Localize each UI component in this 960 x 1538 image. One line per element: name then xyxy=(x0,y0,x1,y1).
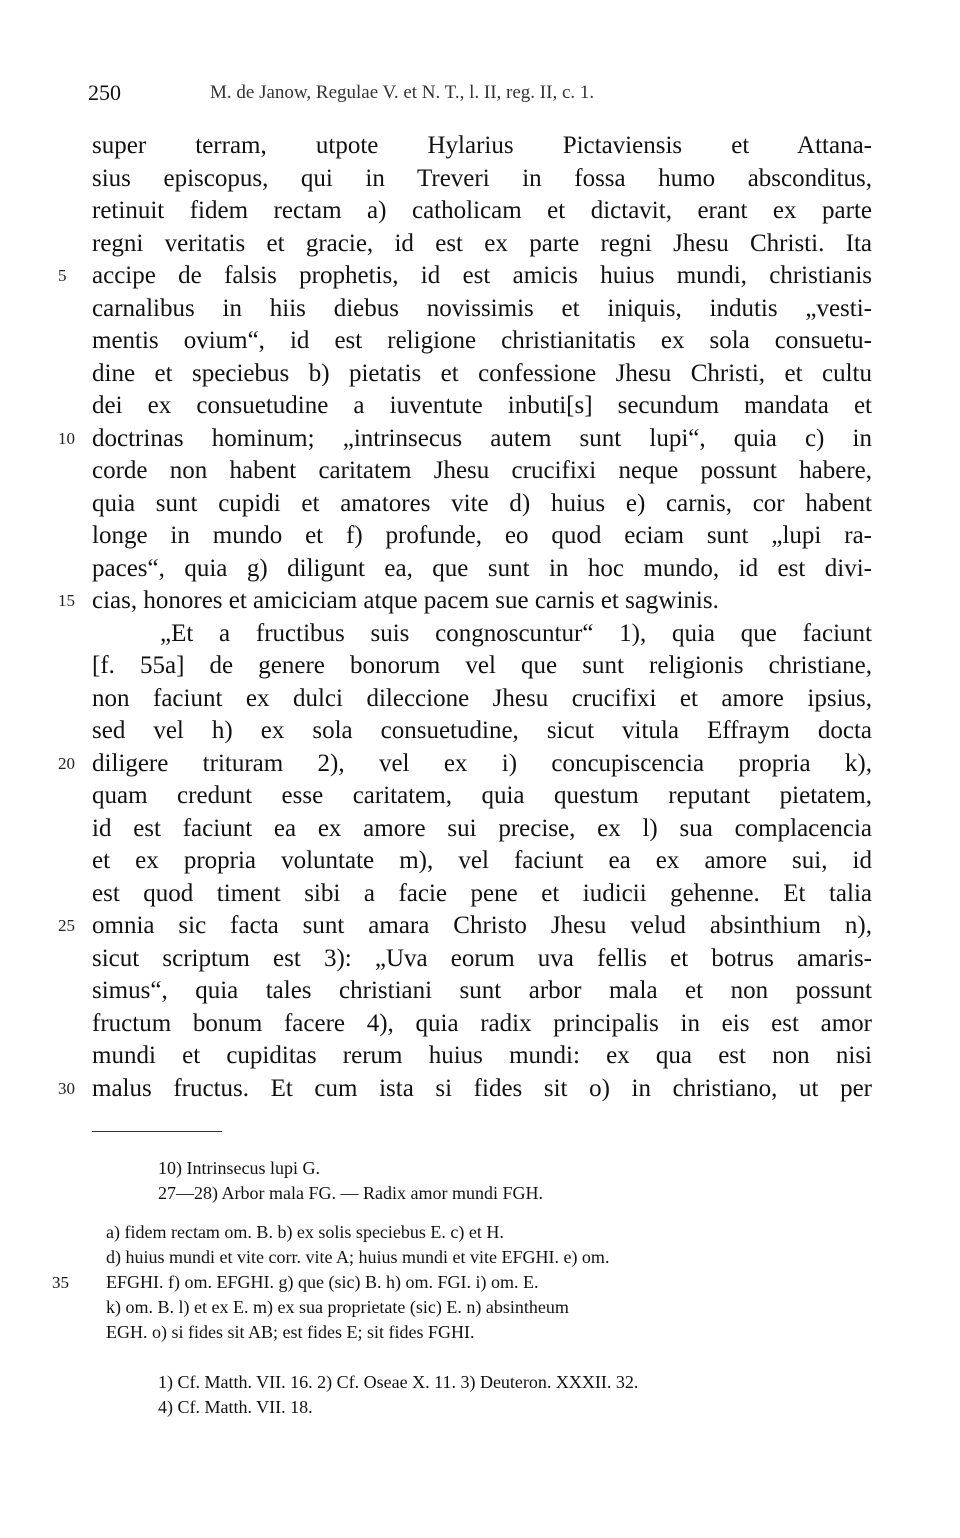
text-line xyxy=(92,878,872,911)
text-line xyxy=(92,1040,872,1073)
line-text: corde non habent caritatem Jhesu crucifixi neque possunt habere, xyxy=(92,457,872,484)
source-notes xyxy=(92,1370,872,1420)
text-line xyxy=(58,260,872,293)
line-text: diligere trituram 2), vel ex i) concupiscencia propria k), xyxy=(92,749,872,777)
footnote-text: EGH. o) si fides sit AB; est fides E; sit fides FGHI. xyxy=(106,1322,475,1342)
line-text: retinuit fidem rectam a) catholicam et dictavit, erant ex parte xyxy=(92,197,872,224)
line-number: 20 xyxy=(58,753,75,773)
line-number: 25 xyxy=(58,916,75,935)
text-line xyxy=(92,163,872,196)
text-line xyxy=(92,130,872,163)
line-text: omnia sic facta sunt amara Christo Jhesu velud absinthium n), xyxy=(92,912,872,939)
page-header xyxy=(88,80,788,110)
text-line xyxy=(58,585,872,618)
footnote-text: d) huius mundi et vite corr. vite A; huius mundi et vite EFGHI. e) om. xyxy=(106,1247,610,1267)
line-text: sicut scriptum est 3): „Uva eorum uva fellis et botrus amaris- xyxy=(92,944,872,972)
text-line xyxy=(92,553,872,586)
line-text: dei ex consuetudine a iuventute inbuti[s] secundum mandata et xyxy=(92,392,872,419)
line-text: et ex propria voluntate m), vel faciunt ea ex amore sui, id xyxy=(92,847,872,874)
text-line xyxy=(92,293,872,326)
text-line xyxy=(92,520,872,553)
text-line xyxy=(92,228,872,261)
line-text: paces“, quia g) diligunt ea, que sunt in hoc mundo, id est divi- xyxy=(92,554,872,582)
line-number: 10 xyxy=(58,428,75,448)
text-line xyxy=(92,325,872,358)
line-text: regni veritatis et gracie, id est ex parte regni Jhesu Christi. Ita xyxy=(92,229,872,257)
text-line xyxy=(92,845,872,878)
text-line xyxy=(92,488,872,521)
footnote-text: k) om. B. l) et ex E. m) ex sua proprietate (sic) E. n) absintheum xyxy=(106,1297,569,1317)
line-text: accipe de falsis prophetis, id est amicis huius mundi, christianis xyxy=(92,262,872,289)
text-line xyxy=(92,715,872,748)
line-text: carnalibus in hiis diebus novissimis et iniquis, indutis „vesti- xyxy=(92,294,872,322)
line-text: fructum bonum facere 4), quia radix principalis in eis est amor xyxy=(92,1009,872,1037)
line-text: malus fructus. Et cum ista si fides sit o) in christiano, ut per xyxy=(92,1074,872,1102)
footnote-line xyxy=(92,1320,872,1345)
text-line xyxy=(92,390,872,423)
text-line xyxy=(92,780,872,813)
footnote-rule xyxy=(92,1131,222,1132)
text-line xyxy=(58,910,872,943)
text-line xyxy=(58,748,872,781)
footnote-line xyxy=(52,1270,872,1295)
main-text xyxy=(58,130,872,1105)
text-line xyxy=(92,975,872,1008)
line-text: quia sunt cupidi et amatores vite d) huius e) carnis, cor habent xyxy=(92,489,872,517)
text-line xyxy=(92,683,872,716)
line-number: 35 xyxy=(52,1273,69,1292)
line-text: mentis ovium“, id est religione christianitatis ex sola consuetu- xyxy=(92,327,872,354)
footnote-line xyxy=(92,1220,872,1245)
line-text: [f. 55a] de genere bonorum vel que sunt religionis christiane, xyxy=(92,652,872,679)
text-line xyxy=(92,195,872,228)
footnote-text: a) fidem rectam om. B. b) ex solis speciebus E. c) et H. xyxy=(106,1222,504,1242)
line-text: doctrinas hominum; „intrinsecus autem sunt lupi“, quia c) in xyxy=(92,424,872,452)
line-text: mundi et cupiditas rerum huius mundi: ex qua est non nisi xyxy=(92,1042,872,1069)
line-number: 15 xyxy=(58,591,75,610)
footnote-line: 27—28) Arbor mala FG. — Radix amor mundi FGH. xyxy=(158,1183,543,1203)
page-number: 250 xyxy=(88,80,121,105)
footnote-line: 4) Cf. Matth. VII. 18. xyxy=(158,1397,313,1417)
line-text: est quod timent sibi a facie pene et iudicii gehenne. Et talia xyxy=(92,879,872,907)
text-line xyxy=(58,423,872,456)
apparatus-notes xyxy=(52,1220,872,1345)
footnote-line xyxy=(92,1245,872,1270)
text-line xyxy=(92,943,872,976)
line-text: id est faciunt ea ex amore sui precise, ex l) sua complacencia xyxy=(92,814,872,842)
variant-notes xyxy=(92,1156,872,1206)
text-line xyxy=(92,650,872,683)
footnote-line xyxy=(92,1295,872,1320)
footnote-line: 10) Intrinsecus lupi G. xyxy=(158,1158,320,1178)
line-text: sius episcopus, qui in Treveri in fossa humo absconditus, xyxy=(92,164,872,192)
text-line xyxy=(92,618,872,651)
line-text: sed vel h) ex sola consuetudine, sicut vitula Effraym docta xyxy=(92,717,872,744)
text-line xyxy=(58,1073,872,1106)
text-line xyxy=(92,358,872,391)
line-text: quam credunt esse caritatem, quia questum reputant pietatem, xyxy=(92,782,872,809)
text-line xyxy=(92,1008,872,1041)
footnote-line: 1) Cf. Matth. VII. 16. 2) Cf. Oseae X. 11. 3) Deuteron. XXXII. 32. xyxy=(158,1372,639,1392)
footnote-text: EFGHI. f) om. EFGHI. g) que (sic) B. h) om. FGI. i) om. E. xyxy=(106,1272,539,1292)
line-text: dine et speciebus b) pietatis et confessione Jhesu Christi, et cultu xyxy=(92,359,872,387)
text-line xyxy=(92,455,872,488)
line-text: cias, honores et amiciciam atque pacem sue carnis et sagwinis. xyxy=(92,587,719,614)
line-number: 30 xyxy=(58,1078,75,1098)
line-text: „Et a fructibus suis congnoscuntur“ 1), quia que faciunt xyxy=(160,619,872,647)
text-line xyxy=(92,813,872,846)
line-text: super terram, utpote Hylarius Pictaviensis et Attana- xyxy=(92,132,872,159)
line-text: non faciunt ex dulci dileccione Jhesu crucifixi et amore ipsius, xyxy=(92,684,872,712)
line-text: longe in mundo et f) profunde, eo quod eciam sunt „lupi ra- xyxy=(92,522,872,549)
running-head: M. de Janow, Regulae V. et N. T., l. II, reg. II, c. 1. xyxy=(210,82,595,103)
line-number: 5 xyxy=(58,266,67,285)
line-text: simus“, quia tales christiani sunt arbor mala et non possunt xyxy=(92,977,872,1004)
